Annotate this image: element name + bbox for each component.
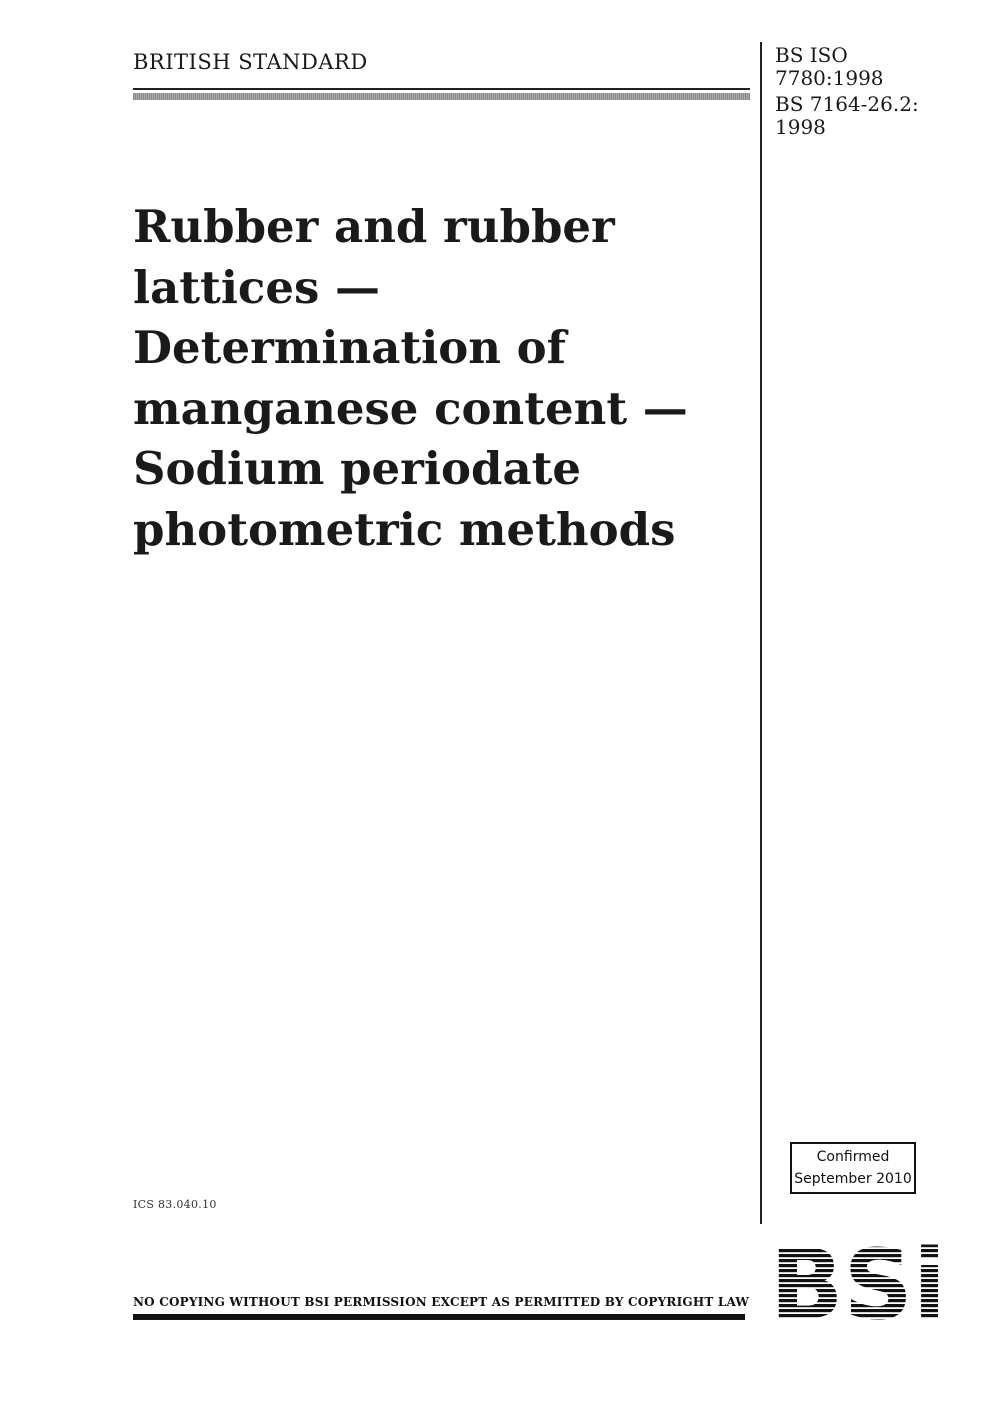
title-line: Determination of — [133, 321, 567, 374]
document-title — [133, 197, 743, 560]
confirmed-stamp — [790, 1142, 916, 1194]
bs-number-line-1: BS 7164-26.2: — [775, 92, 919, 116]
title-line: Sodium periodate — [133, 442, 582, 495]
title-line: Rubber and rubber — [133, 200, 615, 253]
bs-number — [775, 93, 919, 139]
confirmed-label: Confirmed — [816, 1149, 890, 1165]
iso-number-line-1: BS ISO — [775, 43, 848, 67]
bsi-logo-icon — [770, 1244, 946, 1322]
confirmed-date: September 2010 — [794, 1171, 912, 1187]
footer-rule — [133, 1314, 745, 1320]
header-rule-thin — [133, 88, 750, 90]
title-line: lattices — — [133, 260, 380, 314]
title-line: photometric methods — [133, 502, 676, 556]
title-line: manganese content — — [133, 381, 688, 435]
iso-number-line-2: 7780:1998 — [775, 66, 884, 90]
series-label: BRITISH STANDARD — [133, 50, 368, 74]
copyright-notice: NO COPYING WITHOUT BSI PERMISSION EXCEPT AS PERMITTED BY COPYRIGHT LAW — [133, 1295, 750, 1309]
document-numbers — [775, 44, 919, 142]
iso-number — [775, 44, 919, 90]
header-rule-thick — [133, 93, 750, 100]
ics-code: ICS 83.040.10 — [133, 1198, 217, 1211]
bs-number-line-2: 1998 — [775, 115, 826, 139]
vertical-divider — [760, 42, 762, 1224]
